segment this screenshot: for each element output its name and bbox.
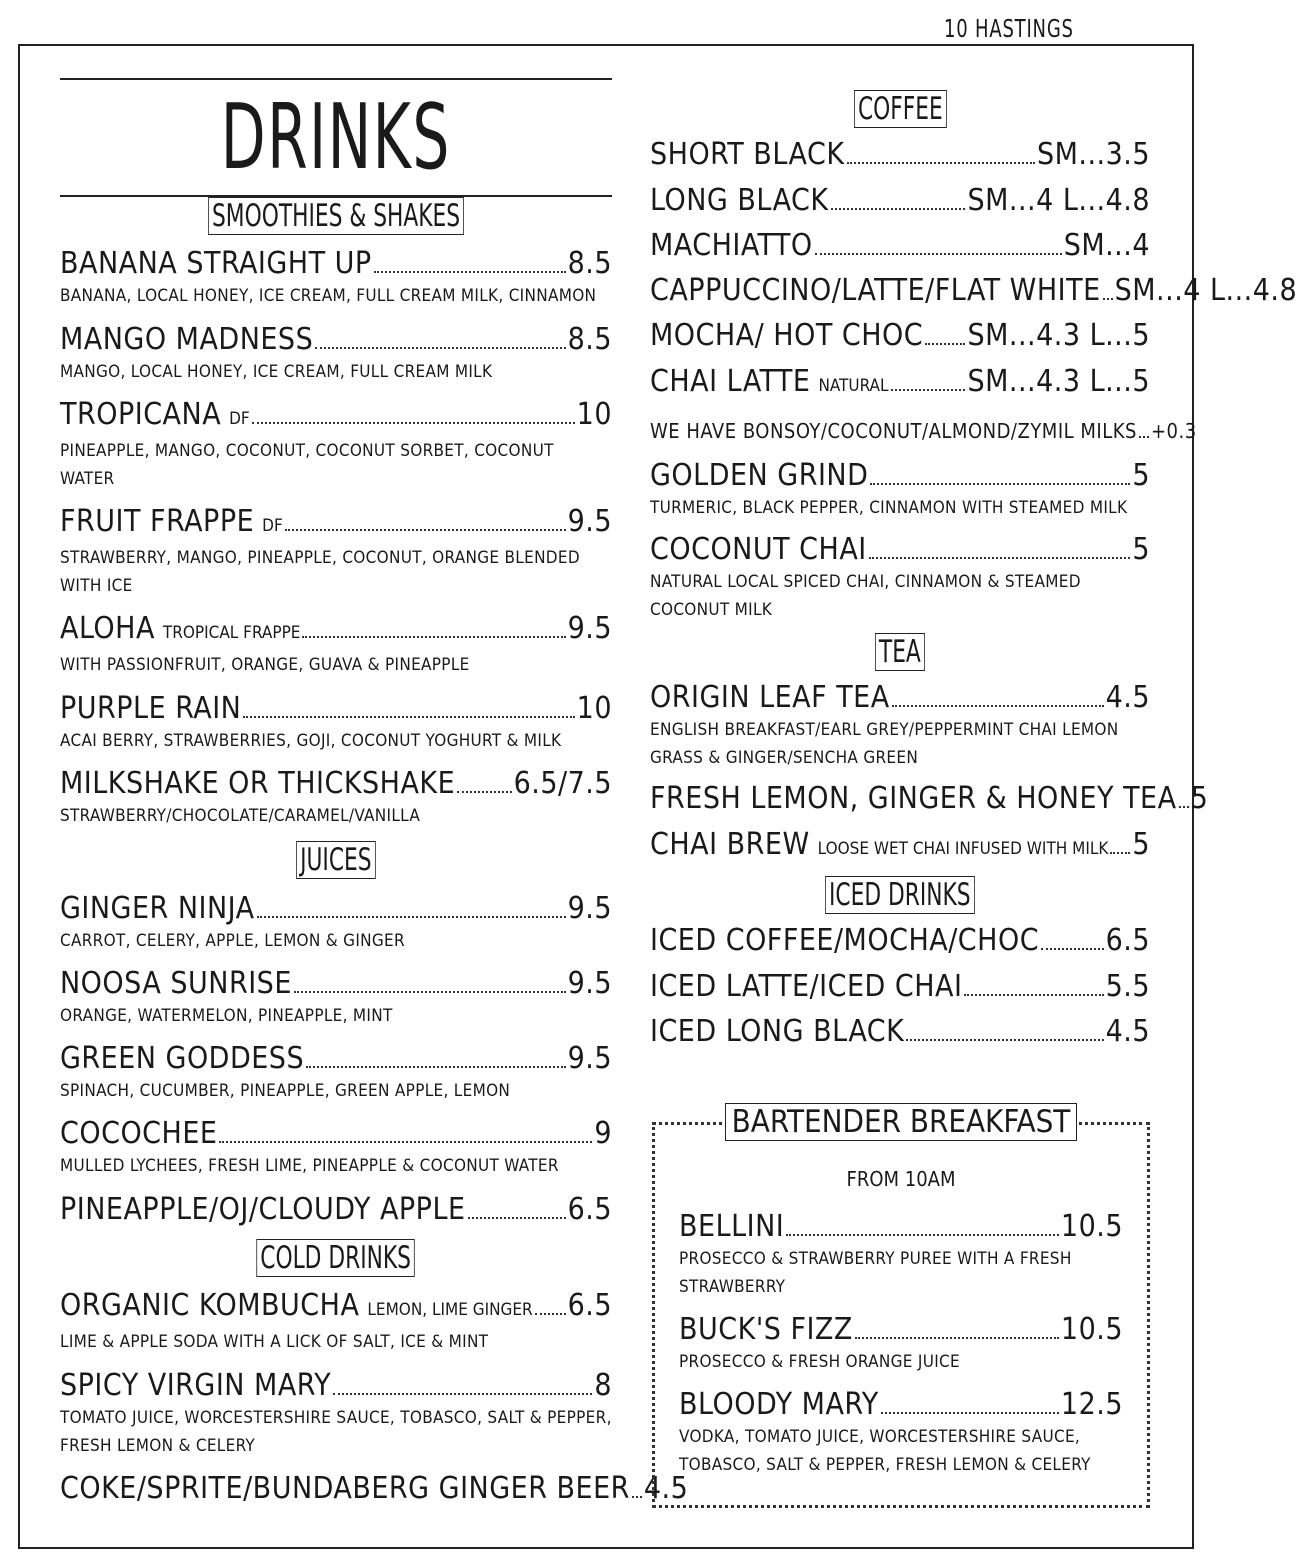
menu-item-name: COKE/SPRITE/BUNDABERG GINGER BEER (60, 1470, 630, 1506)
dot-leader (906, 1039, 1103, 1041)
dot-leader (535, 1313, 566, 1315)
menu-item-line (60, 397, 612, 437)
menu-item-line (650, 273, 1297, 309)
menu-item-description: LIME & APPLE SODA WITH A LICK OF SALT, ICE & MINT (60, 1332, 489, 1353)
dot-leader (252, 422, 575, 424)
menu-item-price: 6.5/7.5 (513, 765, 612, 801)
menu-item-price: 8.5 (567, 246, 612, 282)
menu-item-name: ORGANIC KOMBUCHA (60, 1288, 360, 1324)
menu-item-price: 4.5 (643, 1470, 689, 1506)
menu-item-cocochee (60, 1116, 612, 1180)
menu-item-name: BELLINI (679, 1209, 785, 1244)
menu-item-line (679, 1387, 1123, 1423)
menu-item-origin-leaf-tea (650, 680, 1150, 772)
menu-item-buck-s-fizz (679, 1312, 1123, 1376)
dot-leader (786, 1234, 1059, 1236)
menu-item-price: 9.5 (567, 504, 612, 540)
menu-item-price: 6.5 (1105, 923, 1150, 959)
menu-item-iced-latte-iced-chai (650, 969, 1150, 1005)
menu-item-iced-coffee-mocha-choc (650, 923, 1150, 959)
menu-item-iced-long-black (650, 1014, 1150, 1050)
menu-item-note: DF (229, 408, 250, 429)
menu-item-price: 8 (594, 1367, 612, 1403)
menu-item-line (60, 691, 612, 727)
dot-leader (891, 389, 966, 391)
menu-item-mango-madness (60, 322, 612, 386)
menu-item-name: BUCK'S FIZZ (679, 1312, 853, 1347)
section-heading-coffee (650, 90, 1150, 128)
menu-item-name: MILKSHAKE OR THICKSHAKE (60, 765, 456, 801)
menu-item-bloody-mary (679, 1387, 1123, 1479)
menu-item-name: FRUIT FRAPPE (60, 504, 255, 540)
menu-item-price: 8.5 (567, 321, 612, 357)
menu-item-line (60, 1041, 612, 1077)
menu-item-milkshake-or-thickshake (60, 766, 612, 830)
menu-item-line (60, 504, 612, 544)
menu-item-name: TROPICANA (60, 396, 222, 432)
page-title: DRINKS (220, 85, 452, 190)
menu-item-description: ORANGE, WATERMELON, PINEAPPLE, MINT (60, 1005, 393, 1026)
menu-item-price: SM...4 L...4.8 (967, 182, 1150, 218)
dot-leader (855, 1337, 1059, 1339)
menu-item-price: 4.5 (1105, 680, 1150, 716)
menu-item-description: TURMERIC, BLACK PEPPER, CINNAMON WITH STEAMED MILK (650, 498, 1128, 519)
menu-item-we-have-bonsoy-coconut-almond-zymil-milks (650, 413, 1197, 449)
section-heading-label: TEA (875, 633, 925, 671)
menu-item-description: MULLED LYCHEES, FRESH LIME, PINEAPPLE & COCONUT WATER (60, 1156, 559, 1177)
dot-leader (964, 994, 1103, 996)
menu-item-price: 9.5 (567, 611, 612, 647)
menu-item-pineapple-oj-cloudy-apple (60, 1192, 612, 1228)
dot-leader (257, 916, 566, 918)
menu-item-name: CAPPUCCINO/LATTE/FLAT WHITE (650, 273, 1101, 309)
menu-item-description: PROSECCO & FRESH ORANGE JUICE (679, 1352, 960, 1372)
title-block (60, 78, 612, 197)
menu-item-line (60, 1192, 612, 1228)
menu-item-mocha-hot-choc (650, 318, 1150, 354)
menu-item-note: NATURAL (818, 375, 889, 396)
menu-item-tropicana (60, 397, 612, 493)
menu-item-name: ICED COFFEE/MOCHA/CHOC (650, 923, 1040, 959)
dot-leader (1103, 298, 1113, 300)
menu-item-description: WITH PASSIONFRUIT, ORANGE, GUAVA & PINEAPPLE (60, 655, 470, 676)
menu-item-note: LEMON, LIME GINGER (367, 1300, 533, 1321)
bartender-breakfast-box (652, 1104, 1150, 1508)
menu-item-line (60, 1116, 612, 1152)
menu-item-description: TOMATO JUICE, WORCESTERSHIRE SAUCE, TOBASCO, SALT & PEPPER, FRESH LEMON & CELERY (60, 1407, 612, 1456)
menu-item-description: STRAWBERRY/CHOCOLATE/CARAMEL/VANILLA (60, 805, 421, 826)
menu-item-name: ALOHA (60, 611, 155, 647)
menu-item-bellini (679, 1209, 1123, 1301)
dot-leader (333, 1393, 592, 1395)
menu-item-name: FRESH LEMON, GINGER & HONEY TEA (650, 781, 1177, 817)
menu-item-description: MANGO, LOCAL HONEY, ICE CREAM, FULL CREAM MILK (60, 361, 493, 382)
menu-item-name: ICED LONG BLACK (650, 1013, 905, 1049)
menu-item-price: 9.5 (567, 965, 612, 1001)
menu-item-line (60, 1288, 612, 1328)
menu-item-name: COCONUT CHAI (650, 531, 867, 567)
dot-leader (881, 1412, 1059, 1414)
menu-item-long-black (650, 183, 1150, 219)
menu-item-price: 5 (1132, 531, 1150, 567)
menu-item-price: 5 (1132, 458, 1150, 494)
menu-item-line (650, 183, 1150, 219)
menu-item-line (679, 1209, 1123, 1245)
menu-item-name: SPICY VIRGIN MARY (60, 1367, 332, 1403)
menu-item-name: PINEAPPLE/OJ/CLOUDY APPLE (60, 1191, 466, 1227)
menu-item-price: 6.5 (567, 1191, 612, 1227)
menu-item-name: COCOCHEE (60, 1116, 218, 1152)
menu-item-price: 4.5 (1105, 1013, 1150, 1049)
menu-item-line (679, 1312, 1123, 1348)
menu-item-line (650, 228, 1150, 264)
menu-item-description: ENGLISH BREAKFAST/EARL GREY/PEPPERMINT CHAI LEMON GRASS & GINGER/SENCHA GREEN (650, 720, 1119, 769)
menu-item-note: TROPICAL FRAPPE (162, 623, 301, 644)
menu-item-banana-straight-up (60, 246, 612, 310)
menu-item-ginger-ninja (60, 891, 612, 955)
dot-leader (1179, 806, 1189, 808)
menu-item-description: VODKA, TOMATO JUICE, WORCESTERSHIRE SAUCE, TOBASCO, SALT & PEPPER, FRESH LEMON & CELERY (679, 1427, 1091, 1475)
right-column (650, 90, 1297, 1050)
menu-item-description: STRAWBERRY, MANGO, PINEAPPLE, COCONUT, ORANGE BLENDED WITH ICE (60, 548, 580, 597)
menu-item-price: 10 (576, 690, 612, 726)
menu-item-line (650, 781, 1209, 817)
menu-item-chai-latte (650, 364, 1150, 404)
bartender-header (655, 1103, 1147, 1141)
menu-item-name: BLOODY MARY (679, 1387, 879, 1422)
dot-leader (1139, 436, 1149, 438)
menu-item-name: WE HAVE BONSOY/COCONUT/ALMOND/ZYMIL MILKS (650, 418, 1137, 443)
menu-item-line (60, 611, 612, 651)
menu-item-line (650, 532, 1150, 568)
menu-item-name: SHORT BLACK (650, 137, 845, 173)
menu-item-line (650, 923, 1150, 959)
menu-item-price: 5 (1132, 826, 1150, 862)
menu-item-aloha (60, 611, 612, 679)
menu-item-line (650, 1014, 1150, 1050)
menu-item-name: ORIGIN LEAF TEA (650, 680, 890, 716)
menu-item-noosa-sunrise (60, 966, 612, 1030)
menu-item-name: LONG BLACK (650, 182, 829, 218)
menu-item-name: CHAI LATTE (650, 363, 811, 399)
menu-item-fruit-frappe (60, 504, 612, 600)
menu-item-green-goddess (60, 1041, 612, 1105)
dot-leader (892, 705, 1104, 707)
menu-item-price: SM...4.3 L...5 (967, 318, 1150, 354)
menu-item-line (650, 827, 1150, 867)
bartender-heading: BARTENDER BREAKFAST (725, 1103, 1078, 1141)
dot-leader (1110, 852, 1130, 854)
menu-item-price: 9 (594, 1116, 612, 1152)
menu-item-description: ACAI BERRY, STRAWBERRIES, GOJI, COCONUT YOGHURT & MILK (60, 730, 562, 751)
menu-item-price: 12.5 (1060, 1387, 1123, 1422)
menu-item-name: GINGER NINJA (60, 890, 255, 926)
menu-item-line (60, 1470, 689, 1507)
bartender-subtitle: FROM 10AM (846, 1167, 956, 1191)
menu-item-price: SM...4 (1063, 227, 1150, 263)
dot-leader (219, 1141, 592, 1143)
dot-leader (815, 253, 1062, 255)
menu-item-name: BANANA STRAIGHT UP (60, 246, 372, 282)
menu-item-price: 9.5 (567, 1041, 612, 1077)
menu-item-price: 9.5 (567, 890, 612, 926)
menu-item-fresh-lemon-ginger-honey-tea (650, 781, 1209, 817)
dot-leader (847, 162, 1035, 164)
menu-item-line (650, 458, 1150, 494)
menu-item-line (650, 680, 1150, 716)
bartender-list (655, 1209, 1147, 1479)
menu-item-price: SM...4.3 L...5 (967, 363, 1150, 399)
section-heading-tea (650, 633, 1150, 671)
menu-item-name: GREEN GODDESS (60, 1041, 305, 1077)
dot-leader (457, 791, 511, 793)
menu-item-line (650, 364, 1150, 404)
menu-item-description: CARROT, CELERY, APPLE, LEMON & GINGER (60, 930, 405, 951)
menu-item-description: SPINACH, CUCUMBER, PINEAPPLE, GREEN APPLE, LEMON (60, 1081, 511, 1102)
dot-leader (285, 529, 566, 531)
left-column (60, 60, 689, 1507)
menu-item-line (60, 322, 612, 358)
dot-leader (315, 347, 565, 349)
dot-leader (294, 991, 566, 993)
menu-item-note: DF (262, 516, 283, 537)
section-heading-label: COFFEE (854, 90, 947, 128)
section-heading-label: JUICES (296, 841, 375, 879)
dot-leader (306, 1066, 566, 1068)
menu-item-short-black (650, 137, 1150, 173)
menu-item-price: 5.5 (1105, 968, 1150, 1004)
menu-item-name: MACHIATTO (650, 227, 813, 263)
section-heading-cold-drinks (60, 1239, 612, 1277)
menu-item-name: MANGO MADNESS (60, 321, 314, 357)
dot-leader (831, 208, 966, 210)
menu-item-name: PURPLE RAIN (60, 690, 242, 726)
section-heading-iced-drinks (650, 876, 1150, 914)
menu-item-cappuccino-latte-flat-white (650, 273, 1297, 309)
menu-item-line (650, 137, 1150, 173)
menu-item-name: NOOSA SUNRISE (60, 965, 292, 1001)
dot-leader (870, 483, 1130, 485)
menu-item-chai-brew (650, 827, 1150, 867)
section-heading-label: SMOOTHIES & SHAKES (208, 197, 464, 235)
menu-item-line (60, 1368, 612, 1404)
dot-leader (468, 1217, 566, 1219)
menu-item-line (60, 966, 612, 1002)
section-heading-smoothies-shakes (60, 197, 612, 235)
menu-item-name: MOCHA/ HOT CHOC (650, 318, 924, 354)
menu-item-purple-rain (60, 691, 612, 755)
dot-leader (1041, 948, 1104, 950)
menu-item-line (60, 246, 612, 282)
section-heading-label: ICED DRINKS (825, 876, 974, 914)
dot-leader (243, 716, 574, 718)
menu-item-price: 6.5 (567, 1288, 612, 1324)
menu-item-name: GOLDEN GRIND (650, 458, 869, 494)
menu-item-spicy-virgin-mary (60, 1368, 612, 1460)
menu-item-price: 10.5 (1060, 1209, 1123, 1244)
right-menu-list (650, 90, 1297, 1050)
menu-item-price: +0.3 (1150, 418, 1197, 443)
left-menu-list (60, 197, 689, 1507)
menu-item-golden-grind (650, 458, 1150, 522)
dot-leader (925, 343, 965, 345)
dot-leader (302, 636, 565, 638)
menu-item-line (650, 969, 1150, 1005)
menu-item-description: PINEAPPLE, MANGO, COCONUT, COCONUT SORBET, COCONUT WATER (60, 440, 554, 489)
menu-item-organic-kombucha (60, 1288, 612, 1356)
menu-item-note: LOOSE WET CHAI INFUSED WITH MILK (817, 838, 1109, 859)
menu-item-price: SM...3.5 (1036, 137, 1150, 173)
menu-item-price: SM...4 L...4.8 (1114, 273, 1297, 309)
menu-item-description: NATURAL LOCAL SPICED CHAI, CINNAMON & STEAMED COCONUT MILK (650, 571, 1081, 620)
menu-item-description: BANANA, LOCAL HONEY, ICE CREAM, FULL CREAM MILK, CINNAMON (60, 286, 597, 307)
location-label: 10 HASTINGS (944, 14, 1074, 43)
menu-item-line (60, 766, 612, 802)
menu-item-name: ICED LATTE/ICED CHAI (650, 968, 963, 1004)
menu-item-price: 5 (1190, 781, 1209, 817)
menu-item-line (650, 413, 1197, 449)
section-heading-label: COLD DRINKS (257, 1239, 416, 1277)
section-heading-juices (60, 841, 612, 879)
menu-item-description: PROSECCO & STRAWBERRY PUREE WITH A FRESH STRAWBERRY (679, 1249, 1072, 1297)
dot-leader (632, 1496, 642, 1498)
menu-item-price: 10 (576, 396, 612, 432)
menu-item-machiatto (650, 228, 1150, 264)
menu-item-price: 10.5 (1060, 1312, 1123, 1347)
menu-item-line (60, 891, 612, 927)
menu-item-coconut-chai (650, 532, 1150, 624)
dot-leader (374, 271, 566, 273)
menu-item-coke-sprite-bundaberg-ginger-beer (60, 1470, 689, 1507)
dot-leader (869, 557, 1131, 559)
menu-item-line (650, 318, 1150, 354)
menu-item-name: CHAI BREW (650, 826, 810, 862)
